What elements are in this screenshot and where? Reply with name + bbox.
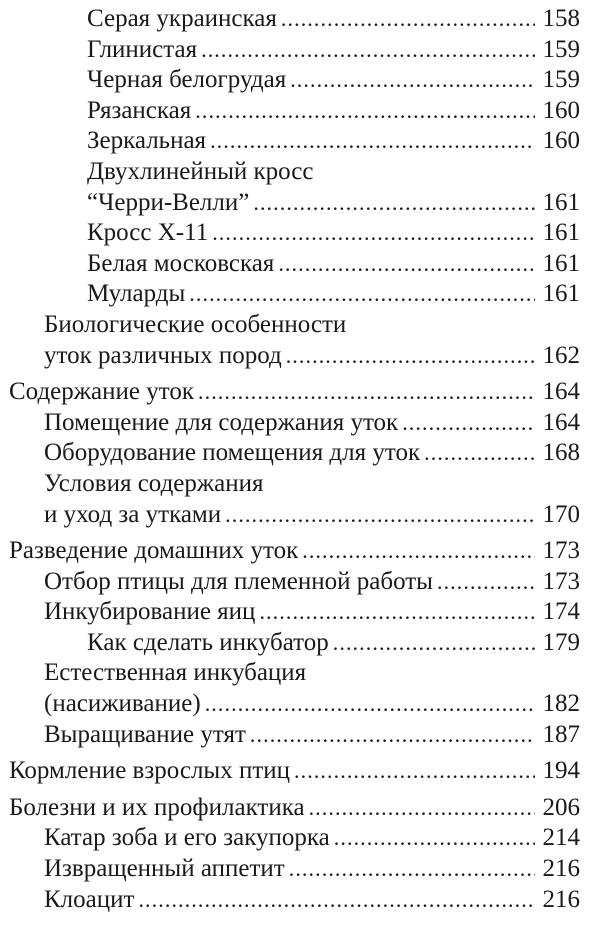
toc-entry-title: “Черри-Велли”	[87, 188, 250, 216]
toc-entry	[0, 438, 596, 469]
toc-entry	[0, 567, 596, 598]
toc-entry-page: 161	[542, 249, 580, 277]
toc-entry	[0, 341, 596, 372]
toc-entry	[0, 157, 596, 188]
toc-entry-title: Клоацит	[44, 885, 135, 913]
toc-entry-title: Разведение домашних уток	[9, 537, 299, 565]
dot-leader	[334, 823, 535, 854]
toc-entry-page: 173	[542, 567, 580, 595]
dot-leader	[212, 218, 535, 249]
dot-leader	[278, 249, 535, 280]
toc-entry	[0, 35, 596, 66]
toc-entry-title: Выращивание утят	[44, 720, 246, 748]
toc-entry-title: Инкубирование яиц	[44, 598, 256, 626]
toc-entry-page: 173	[542, 537, 580, 565]
toc-entry-page: 182	[542, 690, 580, 718]
dot-leader	[286, 341, 535, 372]
dot-leader	[250, 720, 535, 751]
toc-entry-title: (насиживание)	[44, 690, 201, 718]
toc-entry-page: 216	[542, 855, 580, 883]
dot-leader	[309, 793, 535, 824]
toc-entry-page: 168	[542, 439, 580, 467]
toc-entry	[0, 500, 596, 531]
toc-entry	[0, 279, 596, 310]
toc-entry	[0, 597, 596, 628]
toc-entry	[0, 65, 596, 96]
toc-entry	[0, 96, 596, 127]
toc-entry-page: 161	[542, 280, 580, 308]
dot-leader	[201, 35, 535, 66]
toc-entry-page: 162	[542, 341, 580, 369]
toc-entry-page: 170	[542, 500, 580, 528]
toc-entry-page: 159	[542, 66, 580, 94]
toc-entry-title: Двухлинейный кросс	[87, 157, 314, 185]
toc-entry	[0, 823, 596, 854]
toc-entry-title: Болезни и их профилактика	[9, 793, 305, 821]
toc-entry-page: 161	[542, 188, 580, 216]
toc-entry-title: и уход за утками	[44, 500, 222, 528]
dot-leader	[195, 96, 535, 127]
dot-leader	[302, 536, 535, 567]
toc-entry	[0, 885, 596, 916]
toc-entry-title: Глинистая	[87, 35, 198, 63]
toc-entry	[0, 756, 596, 787]
dot-leader	[189, 279, 535, 310]
toc-entry-title: Естественная инкубация	[44, 659, 307, 687]
toc-entry-title: Извращенный аппетит	[44, 855, 285, 883]
toc-entry-page: 164	[542, 408, 580, 436]
dot-leader	[205, 689, 535, 720]
dot-leader	[225, 500, 535, 531]
toc-entry-page: 161	[542, 219, 580, 247]
toc-entry-page: 160	[542, 96, 580, 124]
toc-entry-page: 187	[542, 720, 580, 748]
toc-entry-page: 159	[542, 35, 580, 63]
dot-leader	[424, 438, 535, 469]
toc-entry-title: Помещение для содержания уток	[44, 408, 399, 436]
toc-entry-title: Кросс X-11	[87, 219, 209, 247]
toc-entry	[0, 720, 596, 751]
dot-leader	[290, 65, 535, 96]
toc-entry-title: Как сделать инкубатор	[87, 628, 329, 656]
toc-entry	[0, 854, 596, 885]
toc-entry-page: 160	[542, 127, 580, 155]
toc-entry-page: 206	[542, 793, 580, 821]
toc-entry-title: Содержание уток	[9, 378, 194, 406]
toc-entry	[0, 536, 596, 567]
dot-leader	[402, 408, 535, 439]
toc-entry-title: Отбор птицы для племенной работы	[44, 567, 433, 595]
toc-entry	[0, 249, 596, 280]
toc-entry	[0, 689, 596, 720]
toc-entry-page: 214	[542, 824, 580, 852]
dot-leader	[289, 854, 535, 885]
toc-entry-page: 164	[542, 378, 580, 406]
toc-entry-title: уток различных пород	[44, 341, 282, 369]
dot-leader	[210, 126, 535, 157]
toc-entry	[0, 4, 596, 35]
toc-entry-page: 179	[542, 628, 580, 656]
toc-entry	[0, 188, 596, 219]
toc-entry	[0, 310, 596, 341]
toc-entry-title: Серая украинская	[87, 5, 277, 32]
toc-entry	[0, 126, 596, 157]
toc-entry-title: Биологические особенности	[44, 310, 347, 338]
dot-leader	[333, 628, 535, 659]
toc-entry-page: 216	[542, 885, 580, 913]
toc-entry-title: Белая московская	[87, 249, 275, 277]
dot-leader	[198, 377, 535, 408]
toc-entry-title: Катар зоба и его закупорка	[44, 824, 330, 852]
toc-entry-page: 194	[542, 757, 580, 785]
dot-leader	[259, 597, 535, 628]
toc-entry-page: 174	[542, 598, 580, 626]
toc-entry-title: Рязанская	[87, 96, 192, 124]
toc-entry-title: Муларды	[87, 280, 186, 308]
toc-entry	[0, 469, 596, 500]
toc-entry	[0, 218, 596, 249]
dot-leader	[294, 756, 535, 787]
toc-entry	[0, 658, 596, 689]
toc-entry-title: Черная белогрудая	[87, 66, 287, 94]
dot-leader	[138, 885, 535, 916]
toc-entry	[0, 793, 596, 824]
dot-leader	[253, 188, 535, 219]
toc-entry	[0, 408, 596, 439]
toc-entry-title: Условия содержания	[44, 469, 264, 497]
dot-leader	[437, 567, 535, 598]
toc-entry-title: Зеркальная	[87, 127, 207, 155]
dot-leader	[281, 4, 535, 35]
table-of-contents	[0, 4, 596, 915]
toc-entry-title: Кормление взрослых птиц	[9, 757, 291, 785]
toc-entry-title: Оборудование помещения для уток	[44, 439, 421, 467]
toc-entry-page: 158	[542, 5, 580, 32]
toc-entry	[0, 377, 596, 408]
toc-entry	[0, 628, 596, 659]
